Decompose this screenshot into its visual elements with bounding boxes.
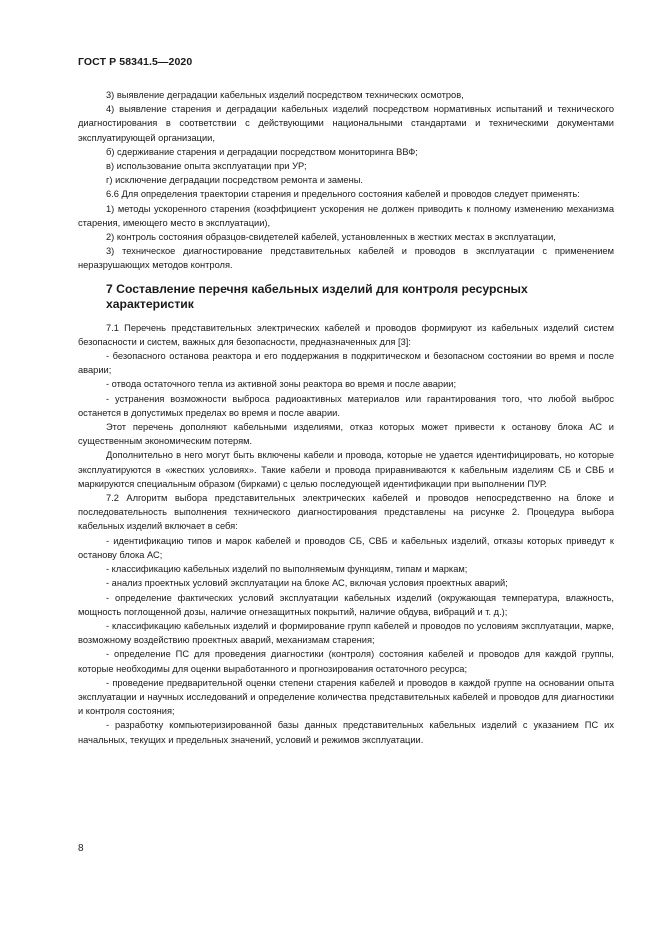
paragraph: 4) выявление старения и деградации кабельных изделий посредством нормативных испытаний и технического диагностирования в соответствии с действующими национальными стандартами и техническими документами эксплуатирующей организации, [78, 104, 614, 143]
page-number: 8 [78, 843, 84, 854]
list-item: - устранения возможности выброса радиоактивных материалов или гарантирования того, что любой выброс останется в допустимых пределах во время и после аварии. [78, 393, 614, 418]
section-heading: 7 Составление перечня кабельных изделий для контроля ресурсных характеристик [106, 281, 528, 311]
paragraph: Этот перечень дополняют кабельными изделиями, отказ которых может привести к останову блока АС и существенным экономическим потерям. [78, 422, 614, 447]
paragraph: 3) техническое диагностирование представительных кабелей и проводов в эксплуатации с применением неразрушающих методов контроля. [78, 246, 614, 271]
paragraph: в) использование опыта эксплуатации при УР; [106, 161, 307, 172]
paragraph: 6.6 Для определения траектории старения и предельного состояния кабелей и проводов следует применять: [106, 189, 580, 200]
list-item: - классификацию кабельных изделий по выполняемым функциям, типам и маркам; [106, 564, 468, 575]
paragraph: б) сдерживание старения и деградации посредством мониторинга ВВФ; [106, 146, 418, 157]
list-item: - анализ проектных условий эксплуатации на блоке АС, включая условия проектных аварий; [106, 578, 508, 589]
page-body [78, 88, 614, 747]
paragraph: г) исключение деградации посредством ремонта и замены. [106, 175, 364, 186]
list-item: - определение фактических условий эксплуатации кабельных изделий (окружающая температура, влажность, мощность поглощенной дозы, наличие огнезащитных покрытий, наличие обдува, вибраций и т. д.); [78, 592, 614, 617]
list-item: - определение ПС для проведения диагностики (контроля) состояния кабелей и проводов для каждой группы, которые необходимы для оценки выработанного и прогнозирования остаточного ресурса; [78, 649, 614, 674]
list-item: - отвода остаточного тепла из активной зоны реактора во время и после аварии; [106, 379, 457, 390]
paragraph: 7.1 Перечень представительных электрических кабелей и проводов формируют из кабельных изделий систем безопасности и систем, важных для безопасности, предназначенных для [3]: [78, 322, 614, 347]
list-item: - классификацию кабельных изделий и формирование групп кабелей и проводов по условиям эксплуатации, марке, возможному воздействию проектных аварий, механизмам старения; [78, 620, 614, 646]
paragraph: 7.2 Алгоритм выбора представительных электрических кабелей и проводов непосредственно на блоке и последовательность выполнения технического диагностирования представлены на рисунке 2. Процедура выбора кабельных изделий включает в себя: [78, 493, 614, 532]
paragraph: 2) контроль состояния образцов-свидетелей кабелей, установленных в жестких местах в эксплуатации, [106, 232, 556, 243]
list-item: - идентификацию типов и марок кабелей и проводов СБ, СВБ и кабельных изделий, отказы которых приведут к останову блока АС; [78, 535, 614, 560]
paragraph: 3) выявление деградации кабельных изделий посредством технических осмотров, [106, 90, 464, 100]
list-item: - разработку компьютеризированной базы данных представительных кабельных изделий с указанием ПС их начальных, текущих и предельных значений, условий и режимов эксплуатации. [78, 720, 614, 745]
paragraph: 1) методы ускоренного старения (коэффициент ускорения не должен приводить к полному изменению механизма старения, имеющего место в эксплуатации), [78, 203, 614, 228]
list-item: - безопасного останова реактора и его поддержания в подкритическом и безопасном состоянии во время и после аварии; [78, 351, 614, 376]
list-item: - проведение предварительной оценки степени старения кабелей и проводов в каждой группе на основании опыта эксплуатации и научных исследований и определение количества представительных кабелей и проводов для диагностики и контроля состояния; [78, 677, 614, 717]
document-header: ГОСТ Р 58341.5—2020 [78, 56, 193, 68]
paragraph: Дополнительно в него могут быть включены кабели и провода, которые не удается идентифицировать, но которые эксплуатируются в «жестких условиях». Такие кабели и провода приравниваются к кабельным изделиям СБ и СВБ и маркируются специальным образом (бирками) с целью последующей идентификации при выполнении ПУР. [78, 450, 614, 489]
